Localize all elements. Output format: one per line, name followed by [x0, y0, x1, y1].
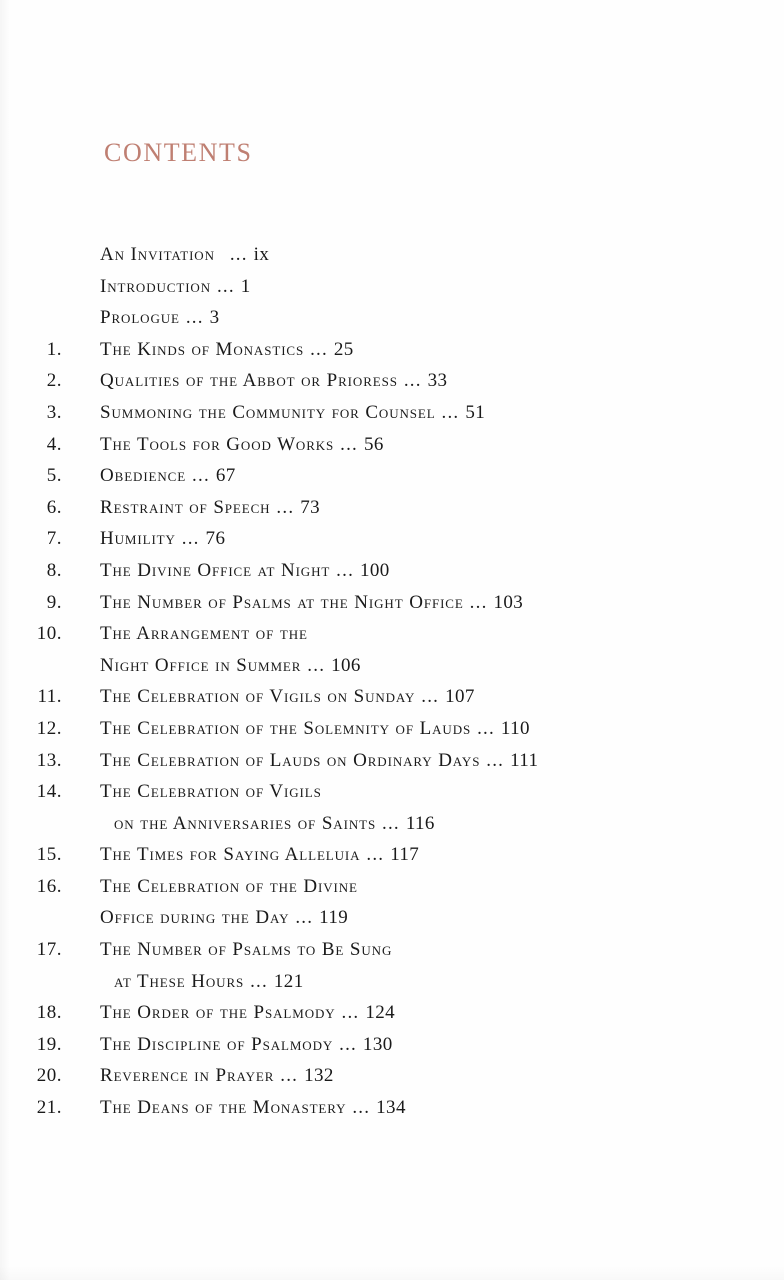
toc-entry-line — [0, 307, 784, 339]
toc-entry-line — [0, 876, 784, 908]
toc-chapter-entry[interactable] — [0, 1034, 784, 1066]
toc-entry-title: The Celebration of the Divine — [100, 875, 358, 897]
toc-leader-dots: ... — [223, 244, 254, 265]
toc-leader-dots: ... — [471, 717, 501, 739]
toc-entry-title: The Discipline of Psalmody ... 130 — [100, 1033, 393, 1055]
table-of-contents — [0, 244, 784, 1129]
toc-chapter-entry[interactable] — [0, 560, 784, 592]
toc-leader-dots: ... — [179, 307, 210, 329]
toc-entry-line — [0, 1034, 784, 1066]
toc-leader-dots: ... — [397, 370, 428, 392]
toc-page-number: 116 — [405, 812, 435, 834]
toc-chapter-entry[interactable] — [0, 750, 784, 782]
toc-leader-dots: ... — [186, 465, 216, 487]
toc-page-number: 130 — [362, 1033, 393, 1055]
toc-chapter-entry[interactable] — [0, 1002, 784, 1034]
toc-leader-dots: ... — [360, 844, 391, 866]
toc-entry-title: Reverence in Prayer ... 132 — [100, 1065, 334, 1087]
toc-front-matter-entry[interactable] — [0, 244, 784, 276]
toc-entry-line — [0, 465, 784, 497]
toc-chapter-entry[interactable] — [0, 592, 784, 624]
toc-page-number: 1 — [240, 275, 251, 297]
toc-front-matter-entry[interactable] — [0, 276, 784, 308]
toc-entry-title: The Arrangement of the — [100, 623, 308, 645]
toc-entry-title: on the Anniversaries of Saints ... 116 — [114, 812, 435, 834]
toc-entry-number: 9. — [46, 591, 62, 613]
toc-entry-line — [0, 686, 784, 718]
toc-entry-title: Introduction ... 1 — [100, 275, 251, 297]
toc-entry-number: 5. — [46, 465, 62, 487]
toc-front-matter-entry[interactable] — [0, 307, 784, 339]
toc-entry-number: 16. — [36, 875, 62, 897]
toc-page-number: 132 — [304, 1065, 334, 1087]
toc-chapter-entry[interactable] — [0, 623, 784, 686]
toc-entry-line — [0, 560, 784, 592]
toc-page-number: 107 — [445, 686, 475, 708]
toc-page-number: ix — [253, 244, 270, 265]
toc-entry-line — [0, 718, 784, 750]
toc-leader-dots: ... — [270, 496, 301, 518]
toc-leader-dots: ... — [415, 686, 446, 708]
toc-entry-title: The Order of the Psalmody ... 124 — [100, 1002, 396, 1024]
toc-chapter-entry[interactable] — [0, 402, 784, 434]
page-title: CONTENTS — [104, 138, 253, 167]
toc-page-number: 124 — [365, 1002, 396, 1024]
toc-entry-line — [0, 623, 784, 655]
toc-page-number: 103 — [493, 591, 524, 613]
toc-entry-line — [0, 1065, 784, 1097]
toc-leader-dots: ... — [301, 654, 332, 676]
toc-chapter-entry[interactable] — [0, 370, 784, 402]
toc-chapter-entry[interactable] — [0, 844, 784, 876]
toc-leader-dots: ... — [211, 275, 241, 297]
toc-entry-number: 2. — [46, 370, 62, 392]
toc-chapter-entry[interactable] — [0, 718, 784, 750]
toc-entry-number: 15. — [36, 844, 62, 866]
toc-entry-number: 19. — [36, 1033, 62, 1055]
toc-leader-dots: ... — [289, 907, 320, 929]
toc-entry-title: Summoning the Community for Counsel ... 51 — [100, 401, 486, 423]
toc-entry-number: 6. — [46, 496, 62, 518]
toc-leader-dots: ... — [244, 970, 274, 992]
toc-page-number: 111 — [510, 749, 539, 771]
toc-page-number: 110 — [500, 717, 530, 739]
toc-entry-number: 3. — [46, 401, 62, 423]
toc-page-number: 73 — [300, 496, 321, 518]
toc-entry-number: 8. — [46, 559, 62, 581]
toc-entry-continuation-line — [0, 813, 784, 845]
toc-leader-dots: ... — [333, 1033, 363, 1055]
toc-entry-title: Office during the Day ... 119 — [100, 907, 349, 929]
toc-entry-title: at These Hours ... 121 — [114, 970, 304, 992]
toc-entry-title: The Divine Office at Night ... 100 — [100, 559, 390, 581]
toc-entry-title: The Celebration of Lauds on Ordinary Days ... 111 — [100, 749, 539, 771]
toc-page-number: 25 — [333, 338, 354, 360]
toc-chapter-entry[interactable] — [0, 686, 784, 718]
toc-leader-dots: ... — [435, 401, 466, 423]
toc-entry-title: Humility ... 76 — [100, 528, 226, 550]
toc-entry-line — [0, 844, 784, 876]
toc-entry-title: Restraint of Speech ... 73 — [100, 496, 321, 518]
toc-entry-line — [0, 276, 784, 308]
toc-page-number: 100 — [359, 559, 390, 581]
toc-entry-line — [0, 1002, 784, 1034]
toc-page-number: 33 — [427, 370, 448, 392]
toc-leader-dots: ... — [463, 591, 494, 613]
toc-entry-title: The Deans of the Monastery ... 134 — [100, 1097, 406, 1119]
toc-entry-line — [0, 939, 784, 971]
toc-page-number: 134 — [376, 1097, 406, 1119]
toc-chapter-entry[interactable] — [0, 434, 784, 466]
toc-entry-continuation-line — [0, 655, 784, 687]
toc-entry-line — [0, 339, 784, 371]
toc-page-number: 106 — [331, 654, 361, 676]
toc-entry-title: The Celebration of Vigils on Sunday ... 107 — [100, 686, 475, 708]
toc-entry-number: 18. — [36, 1002, 62, 1024]
toc-leader-dots: ... — [376, 812, 406, 834]
toc-page-number: 3 — [209, 307, 220, 329]
toc-leader-dots: ... — [480, 749, 511, 771]
toc-entry-line — [0, 1097, 784, 1129]
toc-page-number: 117 — [390, 844, 420, 866]
toc-entry-number: 13. — [36, 749, 62, 771]
toc-entry-number: 4. — [46, 433, 62, 455]
toc-entry-number: 12. — [36, 717, 62, 739]
toc-entry-line — [0, 750, 784, 782]
toc-entry-continuation-line — [0, 907, 784, 939]
toc-entry-title: An Invitation ... ix — [100, 244, 270, 265]
toc-entry-title: The Celebration of Vigils — [100, 781, 322, 803]
toc-entry-line — [0, 434, 784, 466]
toc-entry-line — [0, 370, 784, 402]
toc-entry-title: The Kinds of Monastics ... 25 — [100, 338, 354, 360]
toc-entry-title: Prologue ... 3 — [100, 307, 220, 329]
toc-chapter-entry[interactable] — [0, 1097, 784, 1129]
toc-leader-dots: ... — [335, 1002, 366, 1024]
toc-chapter-entry[interactable] — [0, 876, 784, 939]
toc-leader-dots: ... — [346, 1097, 377, 1119]
toc-leader-dots: ... — [274, 1065, 305, 1087]
toc-entry-line — [0, 781, 784, 813]
toc-entry-list — [0, 244, 784, 1129]
toc-leader-dots: ... — [334, 433, 364, 455]
toc-page-number: 119 — [319, 907, 349, 929]
toc-entry-number: 20. — [36, 1065, 62, 1087]
toc-entry-line — [0, 592, 784, 624]
toc-page-number: 67 — [215, 465, 236, 487]
toc-chapter-entry[interactable] — [0, 939, 784, 1002]
toc-chapter-entry[interactable] — [0, 1065, 784, 1097]
toc-entry-title: The Times for Saying Alleluia ... 117 — [100, 844, 420, 866]
toc-entry-title: The Number of Psalms at the Night Office ... 103 — [100, 591, 524, 613]
toc-entry-continuation-line — [0, 971, 784, 1003]
toc-entry-number: 11. — [37, 686, 62, 708]
toc-page-number: 56 — [363, 433, 384, 455]
toc-chapter-entry[interactable] — [0, 465, 784, 497]
toc-entry-number: 17. — [36, 939, 62, 961]
toc-entry-number: 14. — [36, 781, 62, 803]
toc-entry-number: 1. — [46, 338, 62, 360]
toc-entry-title: Night Office in Summer ... 106 — [100, 654, 361, 676]
toc-entry-number: 7. — [46, 528, 62, 550]
toc-leader-dots: ... — [304, 338, 334, 360]
toc-entry-title: The Tools for Good Works ... 56 — [100, 433, 384, 455]
toc-page-number: 121 — [273, 970, 304, 992]
toc-page-number: 51 — [465, 401, 486, 423]
toc-leader-dots: ... — [330, 559, 360, 581]
toc-entry-line — [0, 497, 784, 529]
toc-entry-line — [0, 402, 784, 434]
toc-chapter-entry[interactable] — [0, 339, 784, 371]
toc-leader-dots: ... — [175, 528, 206, 550]
toc-chapter-entry[interactable] — [0, 781, 784, 844]
toc-entry-line — [0, 528, 784, 560]
toc-page-number: 76 — [205, 528, 226, 550]
toc-chapter-entry[interactable] — [0, 528, 784, 560]
toc-entry-line — [0, 244, 784, 276]
toc-entry-title: The Number of Psalms to Be Sung — [100, 939, 393, 961]
toc-entry-title: Obedience ... 67 — [100, 465, 236, 487]
toc-entry-number: 21. — [36, 1097, 62, 1119]
toc-entry-title: Qualities of the Abbot or Prioress ... 33 — [100, 370, 448, 392]
toc-chapter-entry[interactable] — [0, 497, 784, 529]
toc-entry-number: 10. — [36, 623, 62, 645]
toc-entry-title: The Celebration of the Solemnity of Lauds ... 110 — [100, 717, 530, 739]
